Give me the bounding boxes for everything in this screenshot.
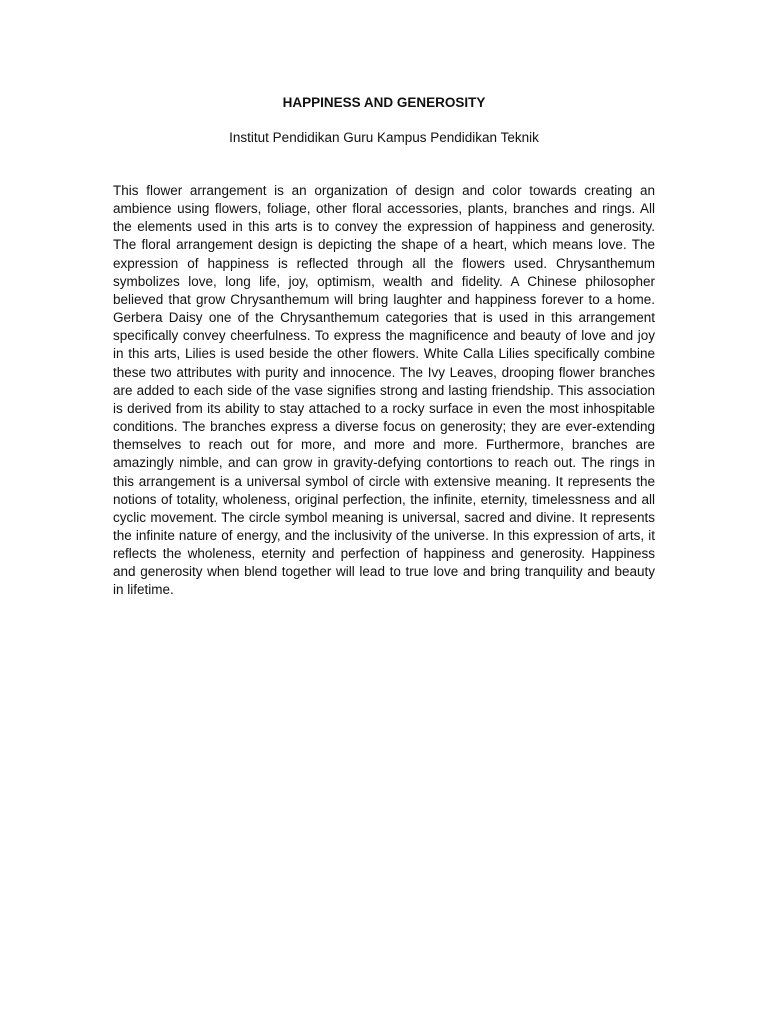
document-subtitle: Institut Pendidikan Guru Kampus Pendidikan Teknik bbox=[229, 130, 539, 145]
document-title: HAPPINESS AND GENEROSITY bbox=[282, 95, 486, 110]
document-body: This flower arrangement is an organization of design and color towards creating an ambience using flowers, foliage, other floral accessories, plants, branches and rings. All the elements used in this arts is to convey the expression of happiness and generosity. The floral arrangement design is depicting the shape of a heart, which means love. The expression of happiness is reflected through all the flowers used. Chrysanthemum symbolizes love, long life, joy, optimism, wealth and fidelity. A Chinese philosopher believed that grow Chrysanthemum will bring laughter and happiness forever to a home. Gerbera Daisy one of the Chrysanthemum categories that is used in this arrangement specifically convey cheerfulness. To express the magnificence and beauty of love and joy in this arts, Lilies is used beside the other flowers. White Calla Lilies specifically combine these two attributes with purity and innocence. The Ivy Leaves, drooping flower branches are added to each side of the vase signifies strong and lasting friendship. This association is derived from its ability to stay attached to a rocky surface in even the most inhospitable conditions. The branches express a diverse focus on generosity; they are ever-extending themselves to reach out for more, and more and more. Furthermore, branches are amazingly nimble, and can grow in gravity-defying contortions to reach out. The rings in this arrangement is a universal symbol of circle with extensive meaning. It represents the notions of totality, wholeness, original perfection, the infinite, eternity, timelessness and all cyclic movement. The circle symbol meaning is universal, sacred and divine. It represents the infinite nature of energy, and the inclusivity of the universe. In this expression of arts, it reflects the wholeness, eternity and perfection of happiness and generosity. Happiness and generosity when blend together will lead to true love and bring tranquility and beauty in lifetime. bbox=[113, 183, 655, 598]
